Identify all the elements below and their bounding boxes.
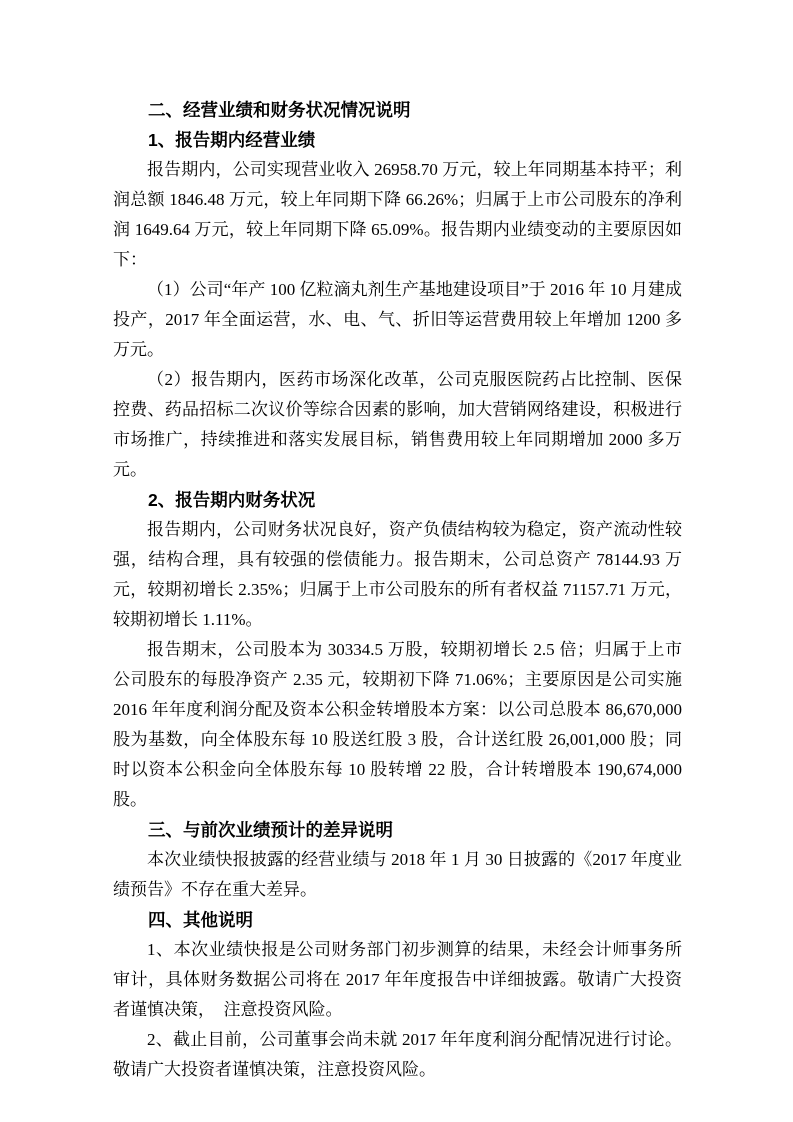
section-heading: 四、其他说明 [148,910,253,930]
paragraph: 1、本次业绩快报是公司财务部门初步测算的结果，未经会计师事务所审计，具体财务数据公司将在 2017 年年度报告中详细披露。敬请广大投资者谨慎决策， 注意投资风险。 [113,940,682,1019]
paragraph: 2、截止目前，公司董事会尚未就 2017 年年度利润分配情况进行讨论。敬请广大投资者谨慎决策，注意投资风险。 [113,1030,682,1079]
paragraph: （2）报告期内，医药市场深化改革，公司克服医院药占比控制、医保控费、药品招标二次议价等综合因素的影响，加大营销网络建设，积极进行市场推广，持续推进和落实发展目标，销售费用较上年同期增加 2000 多万元。 [113,370,682,479]
section-heading: 1、报告期内经营业绩 [148,130,316,150]
paragraph: 报告期内，公司实现营业收入 26958.70 万元，较上年同期基本持平；利润总额 1846.48 万元，较上年同期下降 66.26%；归属于上市公司股东的净利润 1649.64 万元，较上年同期下降 65.09%。报告期内业绩变动的主要原因如下： [113,160,682,269]
paragraph: （1）公司“年产 100 亿粒滴丸剂生产基地建设项目”于 2016 年 10 月建成投产，2017 年全面运营，水、电、气、折旧等运营费用较上年增加 1200 多万元。 [113,280,682,359]
section-heading: 三、与前次业绩预计的差异说明 [148,820,393,840]
paragraph: 报告期末，公司股本为 30334.5 万股，较期初增长 2.5 倍；归属于上市公司股东的每股净资产 2.35 元，较期初下降 71.06%；主要原因是公司实施 2016 年年度利润分配及资本公积金转增股本方案：以公司总股本 86,670,000 股为基数，向全体股东每 10 股送红股 3 股，合计送红股 26,001,000 股；同时以资本公积金向全体股东每 10 股转增 22 股，合计转增股本 190,674,000 股。 [113,640,682,809]
paragraph: 本次业绩快报披露的经营业绩与 2018 年 1 月 30 日披露的《2017 年度业绩预告》不存在重大差异。 [113,850,682,899]
section-heading: 二、经营业绩和财务状况情况说明 [148,100,411,120]
paragraph: 报告期内，公司财务状况良好，资产负债结构较为稳定，资产流动性较强，结构合理，具有较强的偿债能力。报告期末，公司总资产 78144.93 万元，较期初增长 2.35%；归属于上市公司股东的所有者权益 71157.71 万元，较期初增长 1.11%。 [113,520,682,629]
section-heading: 2、报告期内财务状况 [148,490,316,510]
document-content [113,95,682,1085]
